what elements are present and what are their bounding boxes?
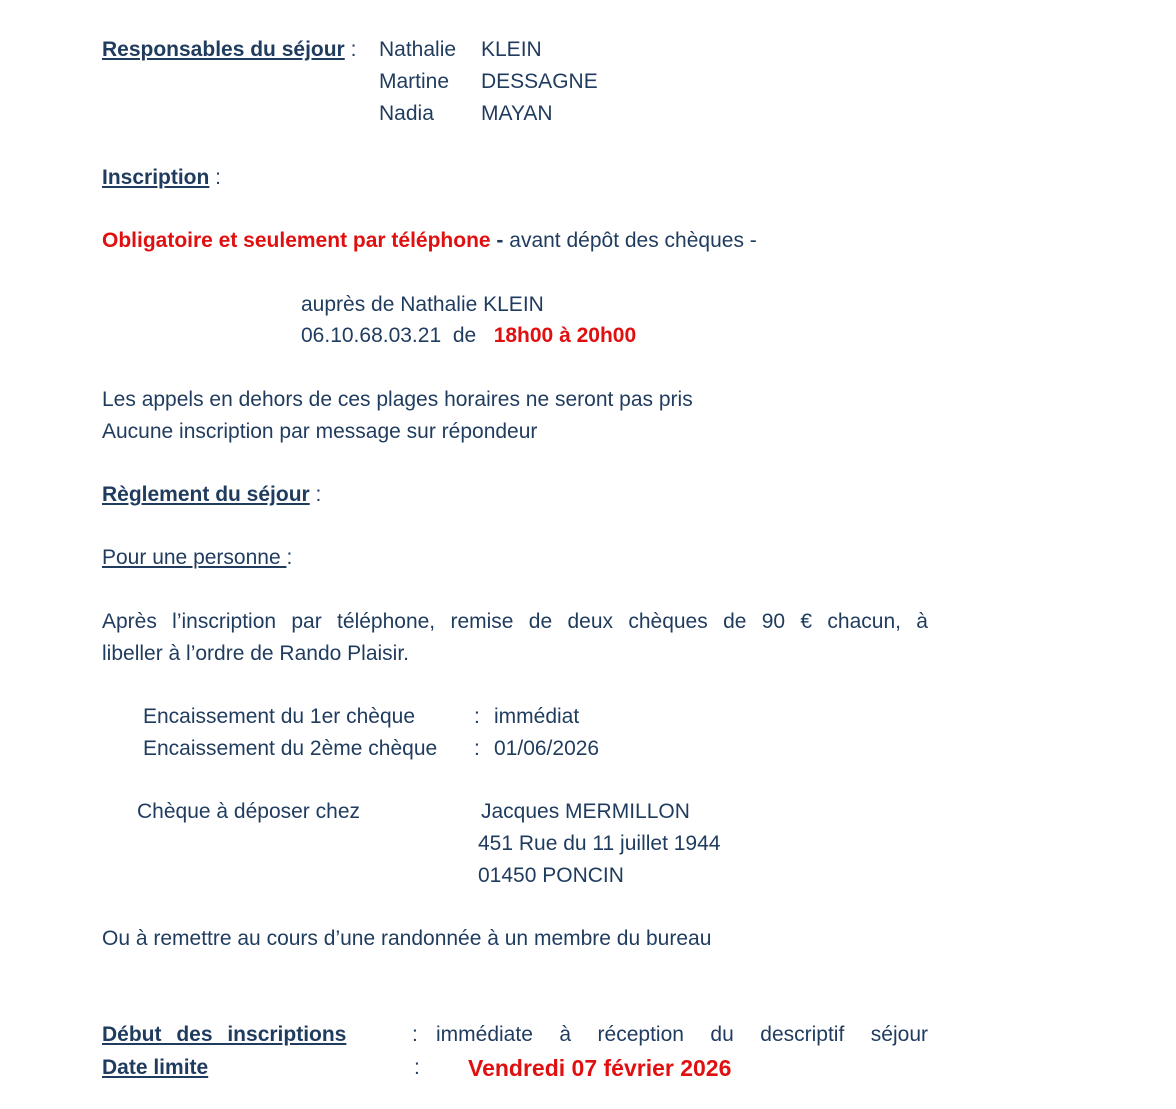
- phone-row: [301, 323, 636, 349]
- responsables-heading-row: [102, 37, 356, 63]
- limit-sep: :: [414, 1056, 420, 1079]
- warning-line-1: Les appels en dehors de ces plages horaires ne seront pas pris: [102, 388, 693, 411]
- contact-line: auprès de Nathalie KLEIN: [301, 293, 544, 316]
- inscription-mandatory-row: [102, 228, 757, 254]
- person-first-1: Martine: [379, 70, 450, 93]
- payment-paragraph-line-1: Après l’inscription par téléphone, remise de deux chèques de 90 € chacun, à: [102, 610, 928, 633]
- mandatory-note: avant dépôt des chèques -: [509, 229, 757, 252]
- encaissement-label-1: Encaissement du 2ème chèque: [143, 737, 438, 760]
- responsables-label: Responsables du séjour: [102, 38, 345, 61]
- warning-line-2: Aucune inscription par message sur répondeur: [102, 420, 538, 443]
- person-last-2: MAYAN: [481, 102, 553, 125]
- per-person-row: [102, 545, 292, 571]
- inscription-label: Inscription: [102, 166, 210, 189]
- reglement-label: Règlement du séjour: [102, 483, 310, 506]
- deposit-label: Chèque à déposer chez: [137, 800, 360, 823]
- encaissement-label-0: Encaissement du 1er chèque: [143, 705, 416, 728]
- deposit-city: 01450 PONCIN: [478, 864, 624, 887]
- reglement-colon: :: [309, 483, 322, 506]
- deposit-street: 451 Rue du 11 juillet 1944: [478, 832, 721, 855]
- start-value: immédiate à réception du descriptif séjour: [436, 1023, 928, 1046]
- limit-value: Vendredi 07 février 2026: [468, 1055, 732, 1081]
- encaissement-sep-0: :: [474, 705, 480, 728]
- start-sep: :: [412, 1023, 418, 1046]
- person-last-0: KLEIN: [481, 38, 542, 61]
- person-first-0: Nathalie: [379, 38, 457, 61]
- mandatory-dash: -: [490, 229, 510, 252]
- encaissement-value-0: immédiat: [494, 705, 580, 728]
- reglement-heading-row: [102, 482, 321, 508]
- per-person-colon: :: [286, 546, 293, 569]
- person-last-1: DESSAGNE: [481, 70, 598, 93]
- responsables-colon: :: [344, 38, 357, 61]
- inscription-colon: :: [209, 166, 222, 189]
- limit-label: Date limite: [102, 1056, 209, 1079]
- deposit-name: Jacques MERMILLON: [481, 800, 690, 823]
- inscription-heading-row: [102, 165, 221, 191]
- phone-number: 06.10.68.03.21: [301, 324, 442, 347]
- encaissement-sep-1: :: [474, 737, 480, 760]
- start-label: Début des inscriptions: [102, 1023, 347, 1046]
- person-first-2: Nadia: [379, 102, 434, 125]
- alternative-deposit: Ou à remettre au cours d’une randonnée à un membre du bureau: [102, 927, 712, 950]
- phone-hours: 18h00 à 20h00: [493, 324, 637, 347]
- per-person-label: Pour une personne: [102, 546, 287, 569]
- encaissement-value-1: 01/06/2026: [494, 737, 600, 760]
- mandatory-text: Obligatoire et seulement par téléphone: [102, 229, 491, 252]
- phone-de: de: [452, 324, 477, 347]
- payment-paragraph-line-2: libeller à l’ordre de Rando Plaisir.: [102, 642, 409, 665]
